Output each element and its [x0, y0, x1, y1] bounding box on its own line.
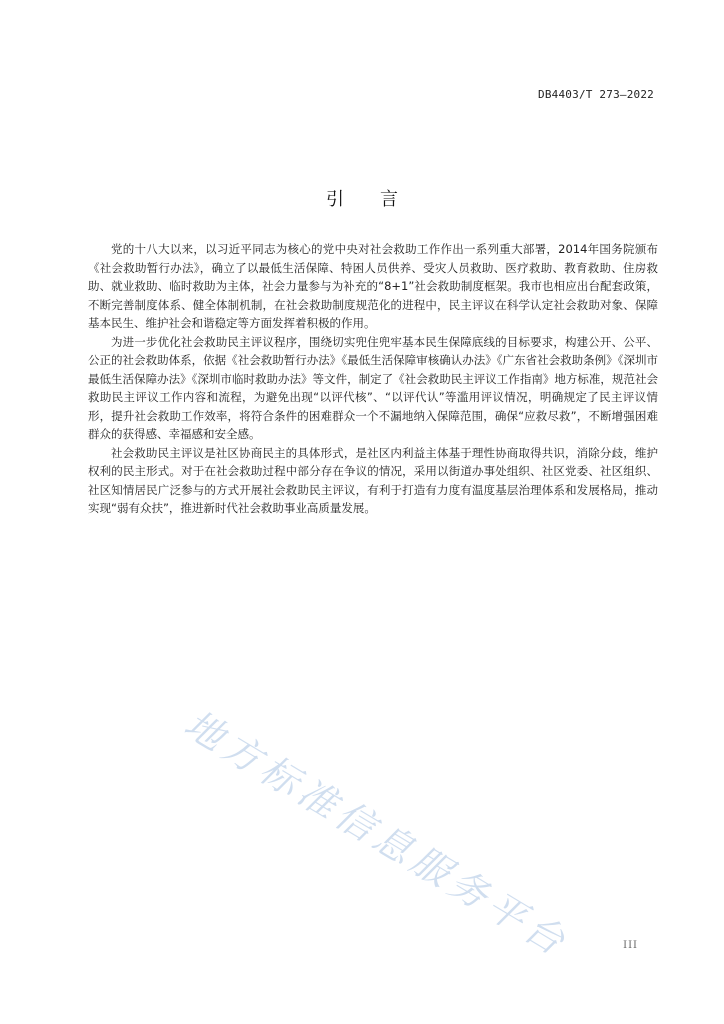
paragraph-2: 为进一步优化社会救助民主评议程序，围绕切实兜住兜牢基本民生保障底线的目标要求，构建公开、公平、公正的社会救助体系，依据《社会救助暂行办法》《最低生活保障审核确认办法》《广东省社会救助条例》《深圳市最低生活保障办法》《深圳市临时救助办法》等文件，制定了《社会救助民主评议工作指南》地方标准，规范社会救助民主评议工作内容和流程，为避免出现“以评代核”、“以评代认”等滥用评议情况，明确规定了民主评议情形，提升社会救助工作效率，将符合条件的困难群众一个不漏地纳入保障范围，确保“应救尽救”，不断增强困难群众的获得感、幸福感和安全感。 [88, 334, 658, 441]
paragraph-3: 社会救助民主评议是社区协商民主的具体形式，是社区内利益主体基于理性协商取得共识，消除分歧，维护权利的民主形式。对于在社会救助过程中部分存在争议的情况，采用以街道办事处组织、社区党委、社区组织、社区知情居民广泛参与的方式开展社会救助民主评议，有利于打造有力度有温度基层治理体系和发展格局，推动实现“弱有众扶”，推进新时代社会救助事业高质量发展。 [88, 445, 658, 515]
watermark: 地方标准信息服务平台 [176, 701, 577, 966]
paragraph-1: 党的十八大以来，以习近平同志为核心的党中央对社会救助工作作出一系列重大部署，2014年国务院颁布《社会救助暂行办法》，确立了以最低生活保障、特困人员供养、受灾人员救助、医疗救助、教育救助、住房救助、就业救助、临时救助为主体，社会力量参与为补充的“8+1”社会救助制度框架。我市也相应出台配套政策，不断完善制度体系、健全体制机制，在社会救助制度规范化的进程中，民主评议在科学认定社会救助对象、保障基本民生、维护社会和谐稳定等方面发挥着积极的作用。 [88, 242, 658, 330]
body-text [88, 240, 658, 518]
standard-code: DB4403/T 273—2022 [538, 88, 654, 101]
section-title: 引言 [326, 189, 434, 210]
page-number: III [623, 940, 638, 951]
